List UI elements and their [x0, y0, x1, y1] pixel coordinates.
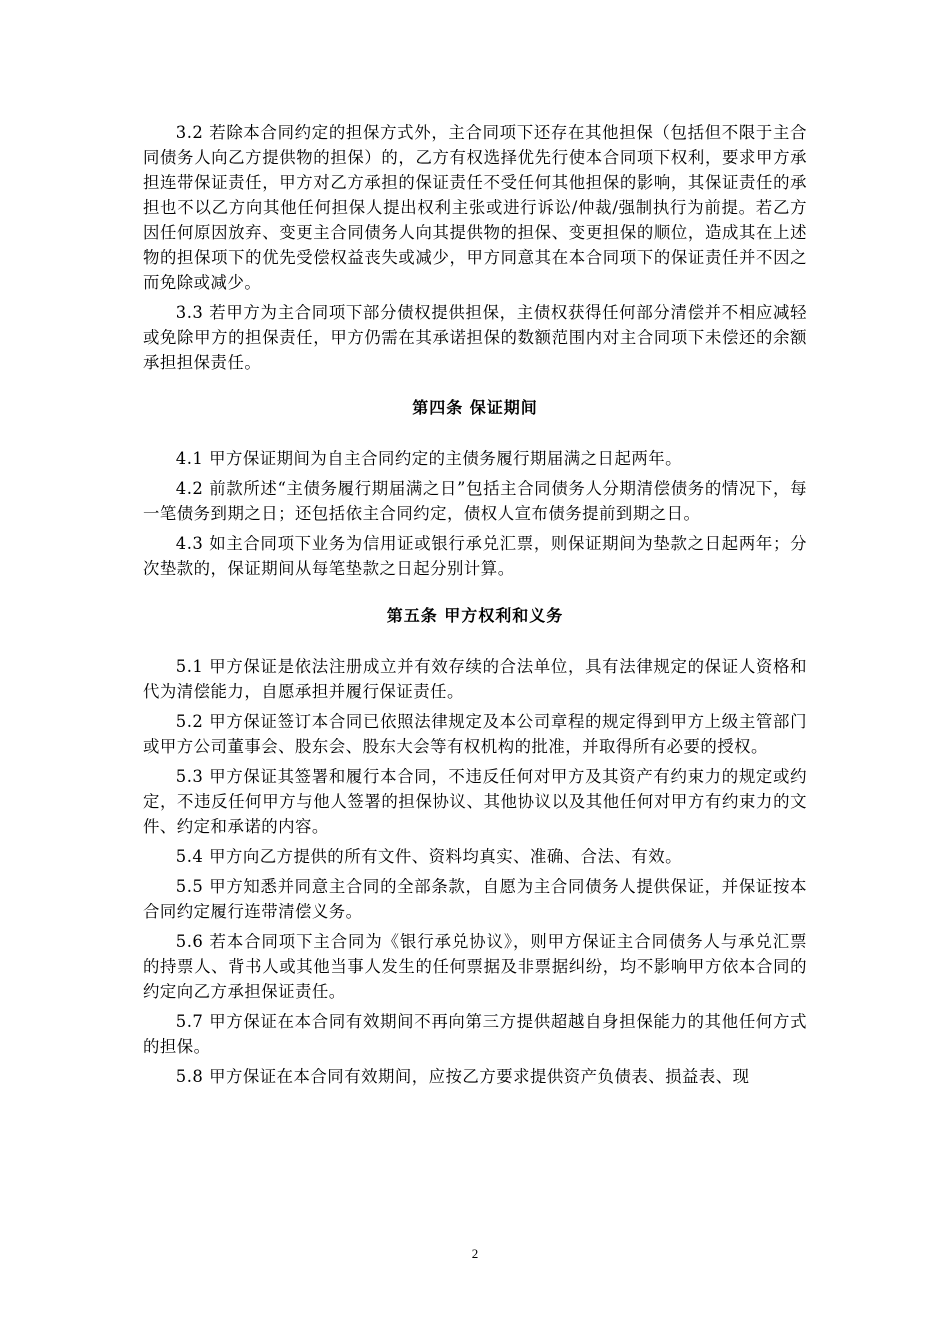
clause-5-2: 5.2 甲方保证签订本合同已依照法律规定及本公司章程的规定得到甲方上级主管部门或甲方公司董事会、股东会、股东大会等有权机构的批准，并取得所有必要的授权。	[143, 712, 807, 756]
article-4-heading: 第四条 保证期间	[412, 398, 538, 417]
document-body	[143, 120, 807, 1094]
clause-3-2: 3.2 若除本合同约定的担保方式外，主合同项下还存在其他担保（包括但不限于主合同债务人向乙方提供物的担保）的，乙方有权选择优先行使本合同项下权利，要求甲方承担连带保证责任，甲方对乙方承担的保证责任不受任何其他担保的影响，其保证责任的承担也不以乙方向其他任何担保人提出权利主张或进行诉讼/仲裁/强制执行为前提。若乙方因任何原因放弃、变更主合同债务人向其提供物的担保、变更担保的顺位，造成其在上述物的担保项下的优先受偿权益丧失或减少，甲方同意其在本合同项下的保证责任并不因之而免除或减少。	[143, 123, 807, 292]
clause-5-3: 5.3 甲方保证其签署和履行本合同，不违反任何对甲方及其资产有约束力的规定或约定，不违反任何甲方与他人签署的担保协议、其他协议以及其他任何对甲方有约束力的文件、约定和承诺的内容。	[143, 767, 807, 836]
clause-5-8: 5.8 甲方保证在本合同有效期间，应按乙方要求提供资产负债表、损益表、现	[175, 1067, 750, 1086]
page-number: 2	[471, 1246, 479, 1261]
clause-4-3: 4.3 如主合同项下业务为信用证或银行承兑汇票，则保证期间为垫款之日起两年；分次垫款的，保证期间从每笔垫款之日起分别计算。	[143, 534, 807, 578]
clause-5-4: 5.4 甲方向乙方提供的所有文件、资料均真实、准确、合法、有效。	[175, 847, 683, 866]
clause-4-2: 4.2 前款所述“主债务履行期届满之日”包括主合同债务人分期清偿债务的情况下，每一笔债务到期之日；还包括依主合同约定，债权人宣布债务提前到期之日。	[143, 479, 807, 523]
clause-5-6: 5.6 若本合同项下主合同为《银行承兑协议》，则甲方保证主合同债务人与承兑汇票的持票人、背书人或其他当事人发生的任何票据及非票据纠纷，均不影响甲方依本合同的约定向乙方承担保证责任。	[143, 932, 807, 1001]
clause-5-5: 5.5 甲方知悉并同意主合同的全部条款，自愿为主合同债务人提供保证，并保证按本合同约定履行连带清偿义务。	[143, 877, 807, 921]
clause-4-1: 4.1 甲方保证期间为自主合同约定的主债务履行期届满之日起两年。	[175, 449, 683, 468]
clause-5-7: 5.7 甲方保证在本合同有效期间不再向第三方提供超越自身担保能力的其他任何方式的担保。	[143, 1012, 807, 1056]
clause-3-3: 3.3 若甲方为主合同项下部分债权提供担保，主债权获得任何部分清偿并不相应减轻或免除甲方的担保责任，甲方仍需在其承诺担保的数额范围内对主合同项下未偿还的余额承担担保责任。	[143, 303, 807, 372]
clause-5-1: 5.1 甲方保证是依法注册成立并有效存续的合法单位，具有法律规定的保证人资格和代为清偿能力，自愿承担并履行保证责任。	[143, 657, 807, 701]
article-5-heading: 第五条 甲方权利和义务	[386, 606, 564, 625]
